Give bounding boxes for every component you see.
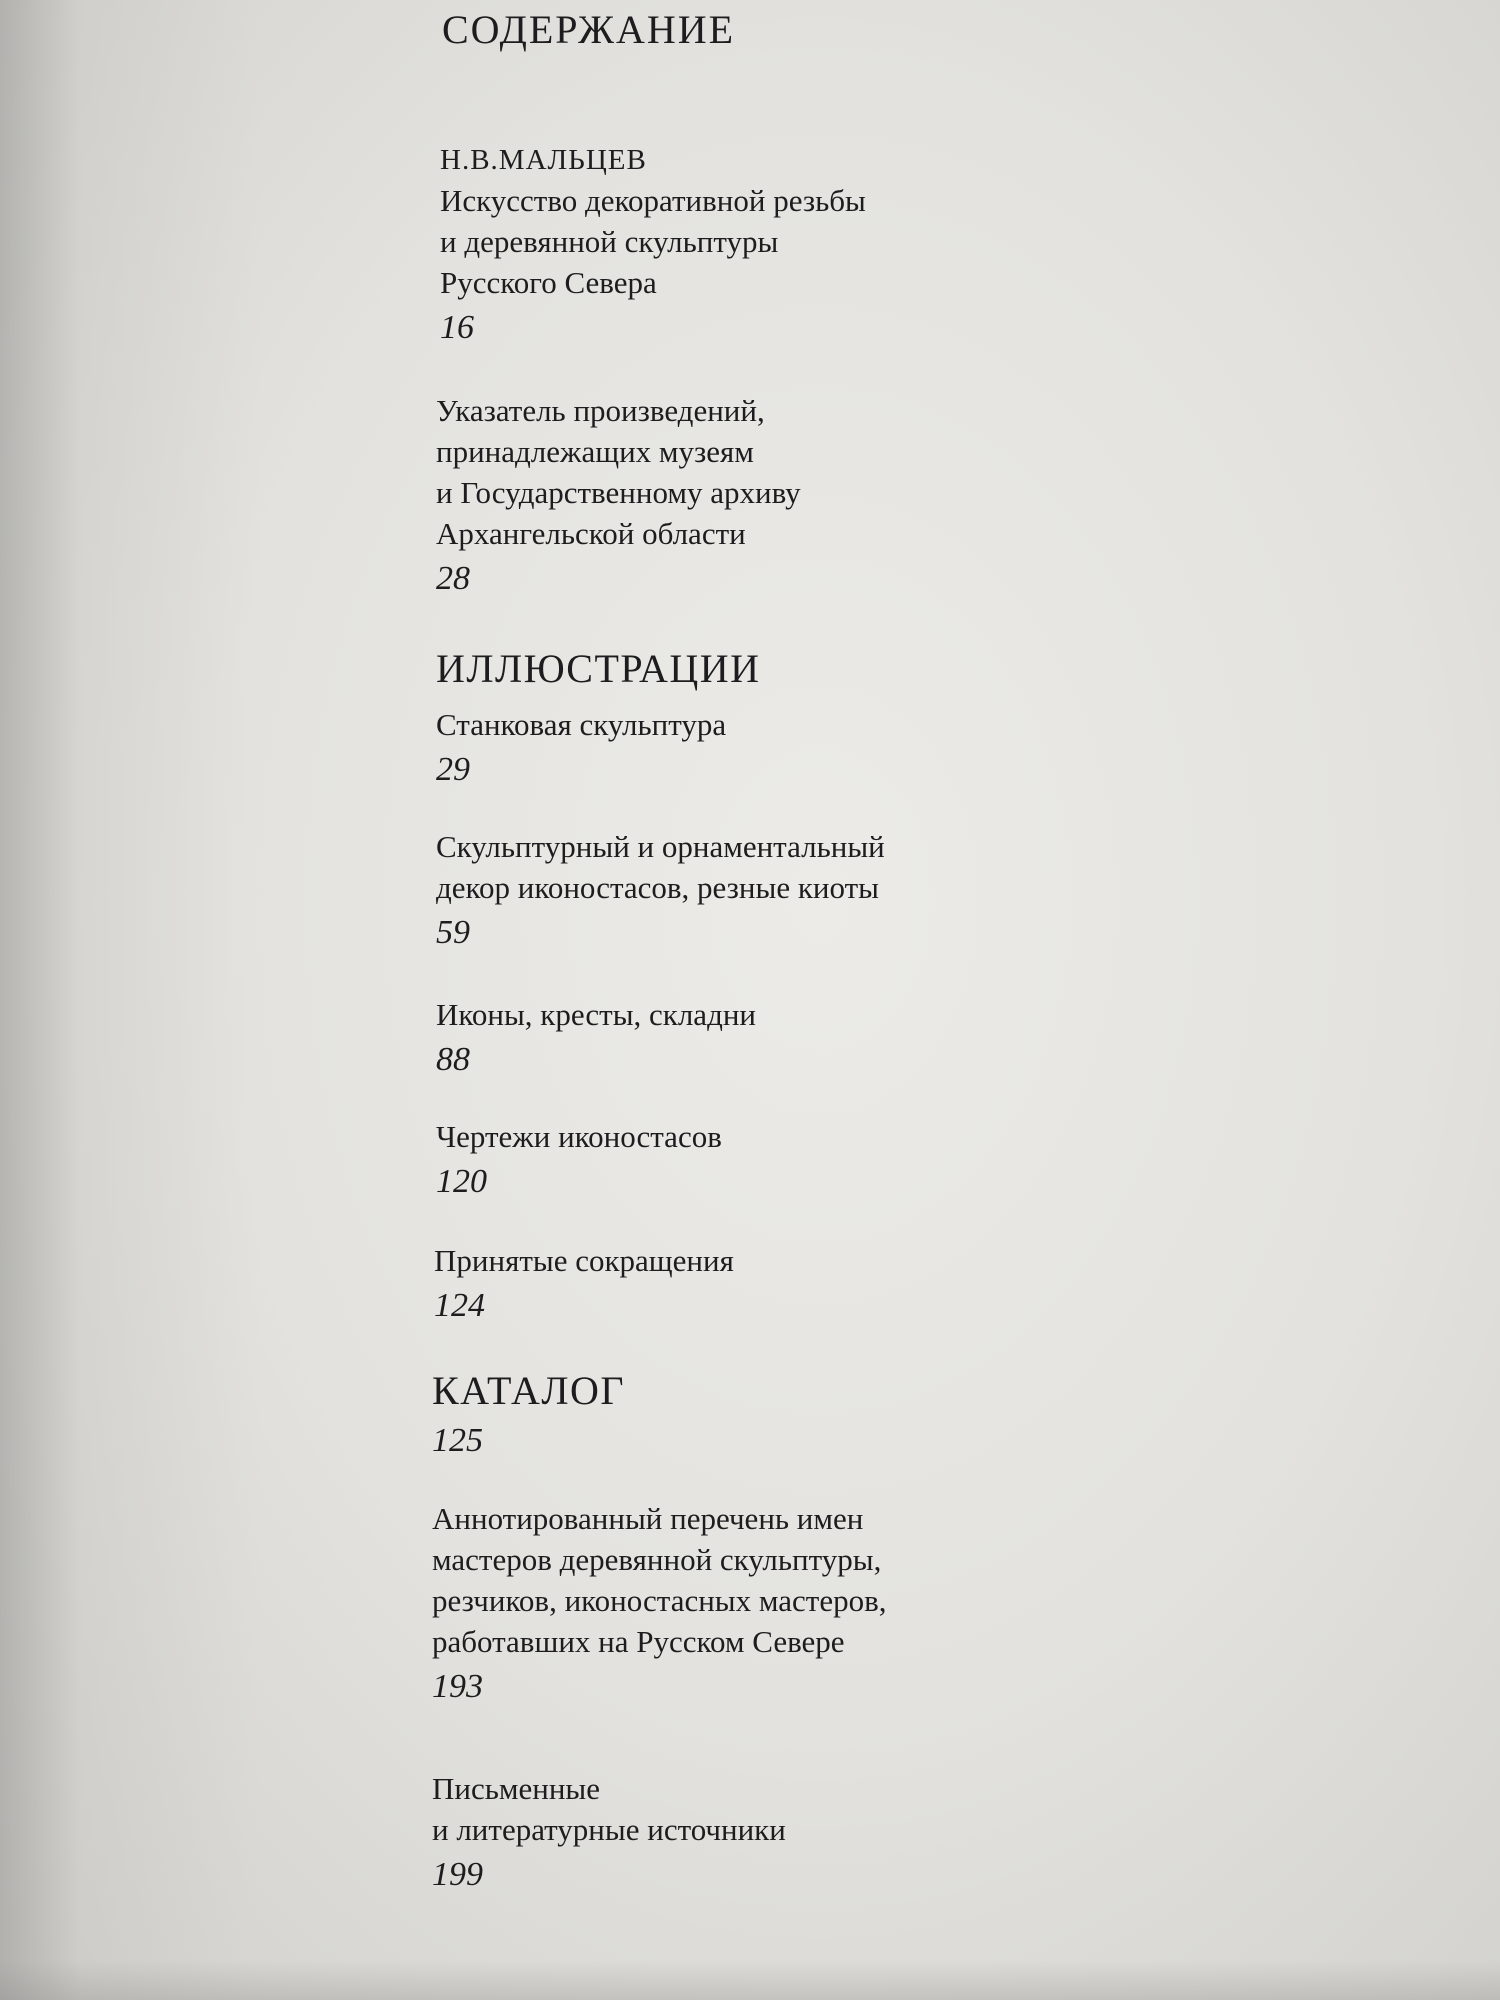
toc-entry-easel-sculpture <box>436 704 726 793</box>
entry-title-line: декор иконостасов, резные киоты <box>436 870 879 905</box>
toc-entry-masters-list <box>432 1498 887 1710</box>
entry-page-number: 28 <box>436 560 470 597</box>
entry-page-number: 120 <box>436 1163 487 1200</box>
entry-title-line: Архангельской области <box>436 516 746 551</box>
section-heading-catalog <box>432 1366 625 1464</box>
entry-author: Н.В.МАЛЬЦЕВ <box>440 144 647 176</box>
entry-page-number: 124 <box>434 1287 485 1324</box>
entry-page-number: 193 <box>432 1668 483 1705</box>
toc-entry-essay <box>440 140 866 351</box>
section-title: ИЛЛЮСТРАЦИИ <box>436 646 761 691</box>
entry-title-line: Русского Севера <box>440 265 657 300</box>
entry-page-number: 16 <box>440 309 474 346</box>
section-page-number: 125 <box>432 1422 483 1459</box>
entry-title-line: и литературные источники <box>432 1812 786 1847</box>
section-title: КАТАЛОГ <box>432 1368 626 1413</box>
entry-title-line: резчиков, иконостасных мастеров, <box>432 1583 887 1618</box>
entry-page-number: 29 <box>436 751 470 788</box>
entry-title-line: Принятые сокращения <box>434 1243 734 1278</box>
entry-title-line: Письменные <box>432 1771 601 1806</box>
toc-entry-index <box>436 390 801 602</box>
entry-title-line: Станковая скульптура <box>436 707 727 742</box>
entry-title-line: Иконы, кресты, складни <box>436 997 757 1032</box>
section-heading-illustrations <box>436 644 761 694</box>
entry-title-line: Чертежи иконостасов <box>436 1119 722 1154</box>
toc-entry-icons-crosses <box>436 994 756 1083</box>
entry-title-line: Аннотированный перечень имен <box>432 1501 864 1536</box>
entry-title-line: и деревянной скульптуры <box>440 224 779 259</box>
entry-title-line: Скульптурный и орнаментальный <box>436 829 885 864</box>
page-title: СОДЕРЖАНИЕ <box>442 7 736 52</box>
entry-page-number: 88 <box>436 1041 470 1078</box>
entry-title-line: мастеров деревянной скульптуры, <box>432 1542 882 1577</box>
page-bottom-shadow <box>0 1960 1500 2000</box>
entry-title-line: работавших на Русском Севере <box>432 1624 845 1659</box>
toc-entry-abbreviations <box>434 1240 734 1329</box>
toc-entry-iconostasis-decor <box>436 826 885 956</box>
toc-entry-sources <box>432 1768 786 1898</box>
entry-title-line: и Государственному архиву <box>436 475 801 510</box>
toc-entry-drawings <box>436 1116 722 1205</box>
entry-title-line: Указатель произведений, <box>436 393 765 428</box>
entry-title-line: Искусство декоративной резьбы <box>440 183 866 218</box>
entry-title-line: принадлежащих музеям <box>436 434 754 469</box>
entry-page-number: 199 <box>432 1856 483 1893</box>
entry-page-number: 59 <box>436 914 470 951</box>
